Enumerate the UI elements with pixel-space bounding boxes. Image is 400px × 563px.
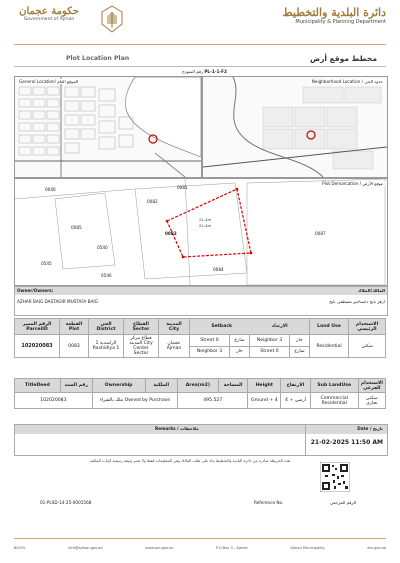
footer-domain: am.gov.ae bbox=[367, 546, 386, 550]
footer-email: info@ajman.gov.ae bbox=[68, 546, 103, 550]
parcel-details-table bbox=[14, 318, 386, 358]
owner-name-en: AZHAR BAIG DASTAGIR MUSTAFA BAIG bbox=[17, 299, 98, 304]
header-area-ar: المساحة bbox=[218, 379, 248, 393]
setback-value: 3 bbox=[219, 349, 223, 355]
plot-label-0540: 0540 bbox=[97, 245, 108, 250]
header-title-deed: TitleDeed bbox=[15, 379, 61, 393]
parcel-id-value: 102020083 bbox=[15, 335, 60, 358]
plot-label-0081: 0081 bbox=[177, 185, 188, 190]
header-plot: القطعة Plot bbox=[60, 319, 89, 335]
setback-value: 3 bbox=[279, 337, 283, 343]
sector-value: قطاع مركز المدينة City Center Sector bbox=[124, 335, 159, 358]
area-value: 495.527 bbox=[178, 393, 248, 409]
header-parcel: الرقم المميز ParcelID bbox=[15, 319, 60, 335]
owner-label-ar: المالك/الملاك bbox=[357, 288, 385, 293]
general-map-drawing bbox=[15, 77, 201, 177]
plot-number-value: PL-1-1-F2 bbox=[204, 69, 227, 74]
setback-label: Street bbox=[260, 349, 275, 355]
footer-po-box: P.O.Box 3 - Ajman bbox=[216, 546, 248, 550]
footer-phone: 80070 bbox=[14, 546, 26, 550]
plan-title-ar: مخطط موقع أرض bbox=[310, 54, 377, 63]
height-value: Ground + 4 bbox=[248, 393, 281, 409]
title-divider bbox=[14, 66, 386, 67]
city-value: عجمان Ajman bbox=[159, 335, 190, 358]
plot-label-0545: 0545 bbox=[41, 261, 52, 266]
general-location-label: General Location/ الموقع العام bbox=[19, 79, 79, 84]
plot-demarcation-map bbox=[14, 178, 388, 286]
title-deed-value: 102020083 bbox=[15, 393, 93, 409]
dimension-label-top: 21.4m bbox=[199, 217, 212, 222]
plot-label-0083: 0083 bbox=[165, 231, 177, 236]
setback-cell bbox=[190, 335, 230, 347]
neighborhood-map-drawing bbox=[203, 77, 387, 177]
setback-label: Street bbox=[200, 337, 215, 343]
owner-section bbox=[14, 286, 388, 316]
sub-land-use-value-ar: سكني تجاري bbox=[358, 393, 385, 409]
header-area: Area(m2) bbox=[178, 379, 219, 393]
setback-label-ar: جار bbox=[289, 335, 309, 347]
header-ownership: Ownership bbox=[92, 379, 145, 393]
government-name-en: Government of Ajman bbox=[23, 17, 75, 22]
municipality-logo bbox=[230, 6, 386, 25]
header-sub-land-use: Sub LandUse bbox=[310, 379, 358, 393]
neighborhood-location-label: Neighborhood Location / حدود الحي bbox=[311, 79, 383, 84]
municipality-name-ar: دائرة البلدية والتخطيط bbox=[282, 6, 386, 19]
demarcation-drawing bbox=[15, 179, 387, 285]
government-logo bbox=[14, 6, 84, 22]
header-title-deed-ar: رقم السند bbox=[60, 379, 92, 393]
setback-label: Neighbor bbox=[256, 337, 278, 343]
owner-label-en: Owner/Owners: bbox=[17, 288, 54, 293]
setback-label-ar: شارع bbox=[289, 346, 309, 358]
disclaimer-text: هذه الخريطة صادرة من دائرة البلدية والتخطيط بناء على طلب المالك وهي للمعلومات فقط ولا تعتبر وثيقة رسمية لإثبات الملكية bbox=[89, 458, 290, 463]
header-district: الحي District bbox=[89, 319, 124, 335]
owner-name-ar: ازهر بايج داستاجير مصطفى بايج bbox=[329, 299, 385, 304]
government-name-ar: حكومة عجمان bbox=[19, 6, 79, 17]
height-value-ar: أرضي + 4 bbox=[281, 393, 311, 409]
municipality-name-en: Municipality & Planning Department bbox=[295, 19, 386, 25]
plot-value: 0083 bbox=[60, 335, 89, 358]
reference-label-en: Reference No. bbox=[254, 500, 284, 505]
setback-title-ar: الارتداد bbox=[271, 324, 288, 329]
remarks-label: Remarks / ملاحظات bbox=[155, 426, 199, 431]
header-divider bbox=[14, 44, 386, 45]
plot-number bbox=[182, 69, 227, 74]
plan-title-en: Plot Location Plan bbox=[66, 55, 130, 62]
header-height-ar: الارتفاع bbox=[281, 379, 311, 393]
setback-label-ar: شارع bbox=[229, 335, 249, 347]
ownership-value: ملك بالشراء Owned by Purchase bbox=[92, 393, 177, 409]
plot-label-0085: 0085 bbox=[71, 225, 82, 230]
land-use-value-ar: سكني bbox=[349, 335, 386, 358]
setback-value: 0 bbox=[215, 337, 219, 343]
setback-label-ar: جار bbox=[229, 346, 249, 358]
footer-website: www.am.gov.ae bbox=[145, 546, 174, 550]
general-location-map bbox=[14, 76, 202, 178]
deed-details-table bbox=[14, 378, 386, 409]
qr-code-icon bbox=[320, 462, 350, 492]
plot-number-label: رقم النموذج bbox=[182, 69, 203, 74]
header-land-use-ar: الاستخدام الرئيسي bbox=[349, 319, 386, 335]
plot-label-0087: 0087 bbox=[315, 231, 326, 236]
setback-cell bbox=[249, 335, 289, 347]
header-land-use: Land Use bbox=[310, 319, 349, 335]
plot-label-0040: 0040 bbox=[45, 187, 56, 192]
district-value: الراشدية 1 Rashidiya 1 bbox=[89, 335, 124, 358]
header-sector: القطاع Sector bbox=[124, 319, 159, 335]
header-height: Height bbox=[248, 379, 281, 393]
setback-title: Setback bbox=[211, 324, 233, 329]
reference-label-ar: الرقم المرجعي bbox=[330, 500, 357, 505]
neighborhood-location-map bbox=[202, 76, 388, 178]
header-city: المدينة City bbox=[159, 319, 190, 335]
land-use-value: Residential bbox=[310, 335, 349, 358]
date-value: 21-02-2025 11:50 AM bbox=[310, 439, 383, 446]
sub-land-use-value: Commercial Residential bbox=[310, 393, 358, 409]
header-sub-land-use-ar: الاستخدام الفرعي bbox=[358, 379, 385, 393]
footer-divider bbox=[14, 538, 386, 539]
setback-label: Neighbor bbox=[196, 349, 218, 355]
setback-value: 0 bbox=[275, 349, 279, 355]
date-label: Date / تاريخ bbox=[357, 426, 383, 431]
reference-number-value: 01-PLSD-14-25-0001568 bbox=[40, 500, 92, 505]
dimension-label-right: 21.4m bbox=[199, 223, 212, 228]
plot-label-0546: 0546 bbox=[101, 273, 112, 278]
plot-label-0084: 0084 bbox=[213, 267, 224, 272]
plot-label-0082: 0082 bbox=[147, 199, 158, 204]
footer-organization: Ajman Municipality bbox=[290, 546, 325, 550]
setback-cell bbox=[249, 346, 289, 358]
remarks-section bbox=[14, 424, 388, 456]
setback-cell bbox=[190, 346, 230, 358]
header-ownership-ar: الملكية bbox=[145, 379, 178, 393]
emblem-icon bbox=[98, 4, 126, 34]
page-footer bbox=[14, 543, 386, 553]
plot-demarcation-label: Plot Demarcation / موقع الأرض bbox=[322, 181, 383, 186]
header-setback bbox=[190, 319, 310, 335]
